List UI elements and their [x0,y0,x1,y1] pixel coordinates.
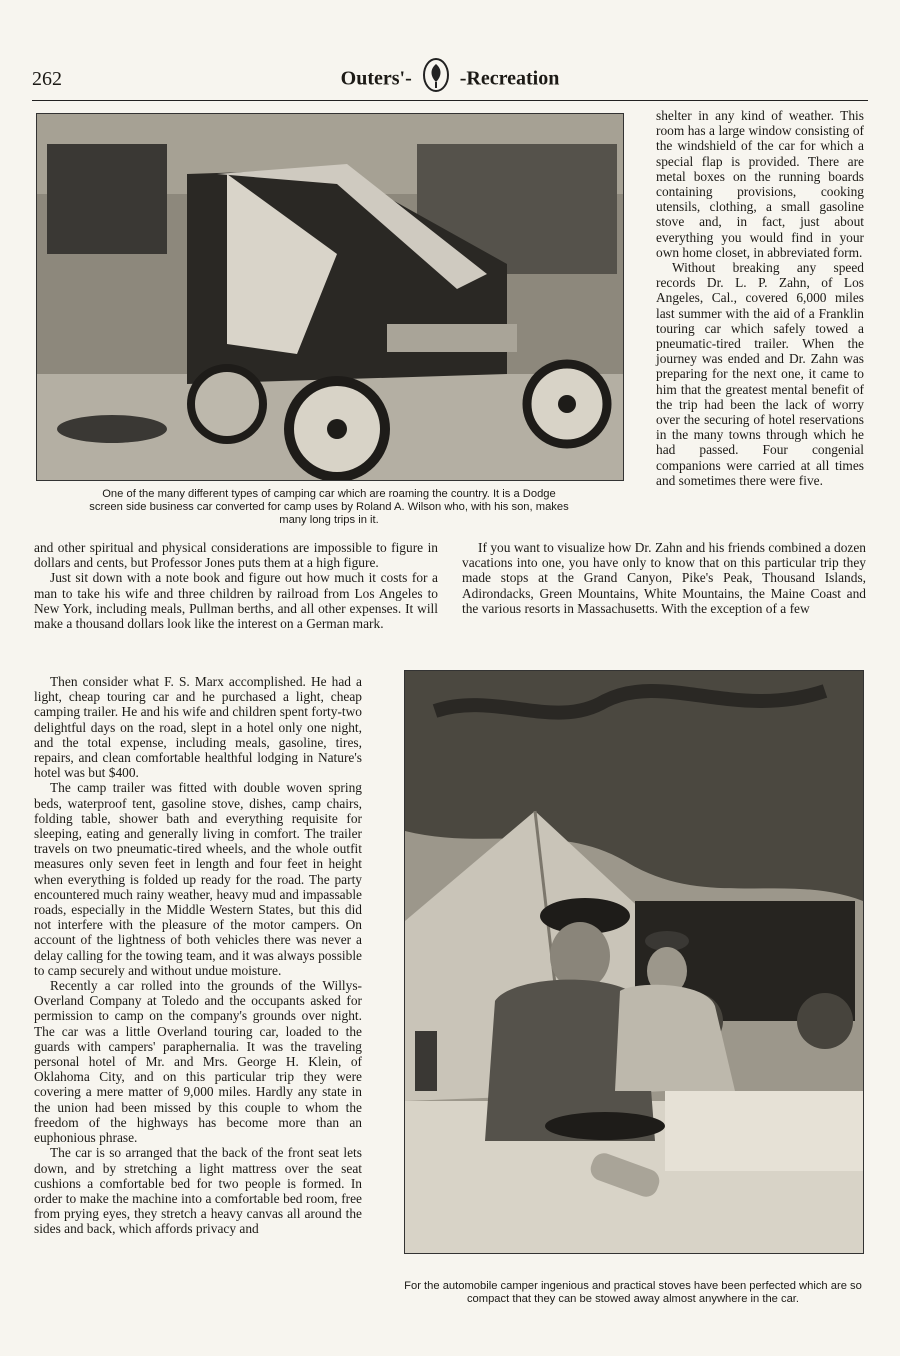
masthead-title-left: Outers'- [340,67,412,90]
paragraph: Recently a car rolled into the grounds of the Willys-Overland Company at Toledo and the occupants asked for permission to camp on the company's grounds over night. The car was a little Overland touring car, loaded to the guards with campers' paraphernalia. It was the traveling personal hotel of Mr. and Mrs. George H. Klein, of Oklahoma City, and on this particular trip they were covering a mere matter of 9,000 miles. Hardly any state in the union had been missed by this couple to whom the freedom of the highways has become more than an euphonious phrase. [34,978,362,1146]
paragraph: and other spiritual and physical considerations are impossible to figure in dollars and cents, but Professor Jones puts them at a high figure. [34,540,438,571]
campers-stove-photo [404,670,864,1254]
masthead-emblem-icon [421,56,451,94]
paragraph: The car is so arranged that the back of the front seat lets down, and by stretching a light mattress over the seat cushions a comfortable bed for two people is formed. In order to make the machine into a comfortable bed room, free from prying eyes, they stretch a heavy canvas all around the sides and back, which affords privacy and [34,1145,362,1237]
camping-car-photo [36,113,624,481]
masthead [0,66,900,94]
paragraph: Just sit down with a note book and figure out how much it costs for a man to take his wife and three children by railroad from Los Angeles to New York, including meals, Pullman berths, and all other expenses. It will make a thousand dollars look like the interest on a German mark. [34,570,438,632]
paragraph: The camp trailer was fitted with double woven spring beds, waterproof tent, gasoline stove, dishes, camp chairs, folding table, shower bath and everything requisite for sleeping, eating and generally living in comfort. The trailer travels on two pneumatic-tired wheels, and the whole outfit measures only seven feet in length and four feet in height when everything is folded up ready for the road. The party encountered much rainy weather, heavy mud and impassable roads, especially in the Middle Western States, but this did not interfere with the pleasure of the motor campers. On account of the lightness of both vehicles there was never a delay calling for the towing team, and it was always possible to camp securely and without undue moisture. [34,780,362,978]
paragraph: Without breaking any speed records Dr. L. P. Zahn, of Los Angeles, Cal., covered 6,000 miles last summer with the aid of a Franklin touring car which safely towed a pneumatic-tired trailer. When the journey was ended and Dr. Zahn was preparing for the next one, it came to him that the greatest mental benefit of the trip had been the lack of worry over the securing of hotel reservations in the many towns through which he had passed. Four congenial companions were carried at all times and sometimes there were five. [656,260,864,488]
paragraph: shelter in any kind of weather. This room has a large window consisting of the windshield of the car for which a special flap is provided. There are metal boxes on the running boards containing provisions, cooking utensils, clothing, a small gasoline stove and, in fact, just about everything you would find in your own home closet, in abbreviated form. [656,108,864,260]
page-number: 262 [32,68,62,90]
right-middle-column [462,540,866,616]
header-rule [32,100,868,101]
figure-2-caption: For the automobile camper ingenious and practical stoves have been perfected which are so compact that they can be stowed away almost anywhere in the car. [404,1280,862,1305]
paragraph: Then consider what F. S. Marx accomplished. He had a light, cheap touring car and he purchased a light, cheap camping trailer. He and his wife and children spent forty-two delightful days on the road, slept in a hotel only one night, and the total expense, including meals, gasoline, tires, repairs, and clean comfortable healthful lodging in Nature's hotel was but $400. [34,674,362,781]
left-column [34,674,362,1237]
masthead-title-right: -Recreation [459,67,560,90]
right-top-column [656,108,864,488]
left-column-top [34,540,438,631]
figure-1-caption: One of the many different types of camping car which are roaming the country. It is a Dodge screen side business car converted for camp uses by Roland A. Wilson who, with his son, makes many long trips in it. [89,488,569,526]
paragraph: If you want to visualize how Dr. Zahn and his friends combined a dozen vacations into one, you have only to know that on this particular trip they made stops at the Grand Canyon, Pike's Peak, Thousand Islands, Adirondacks, Green Mountains, White Mountains, the Maine Coast and the various resorts in Massachusetts. With the exception of a few [462,540,866,616]
